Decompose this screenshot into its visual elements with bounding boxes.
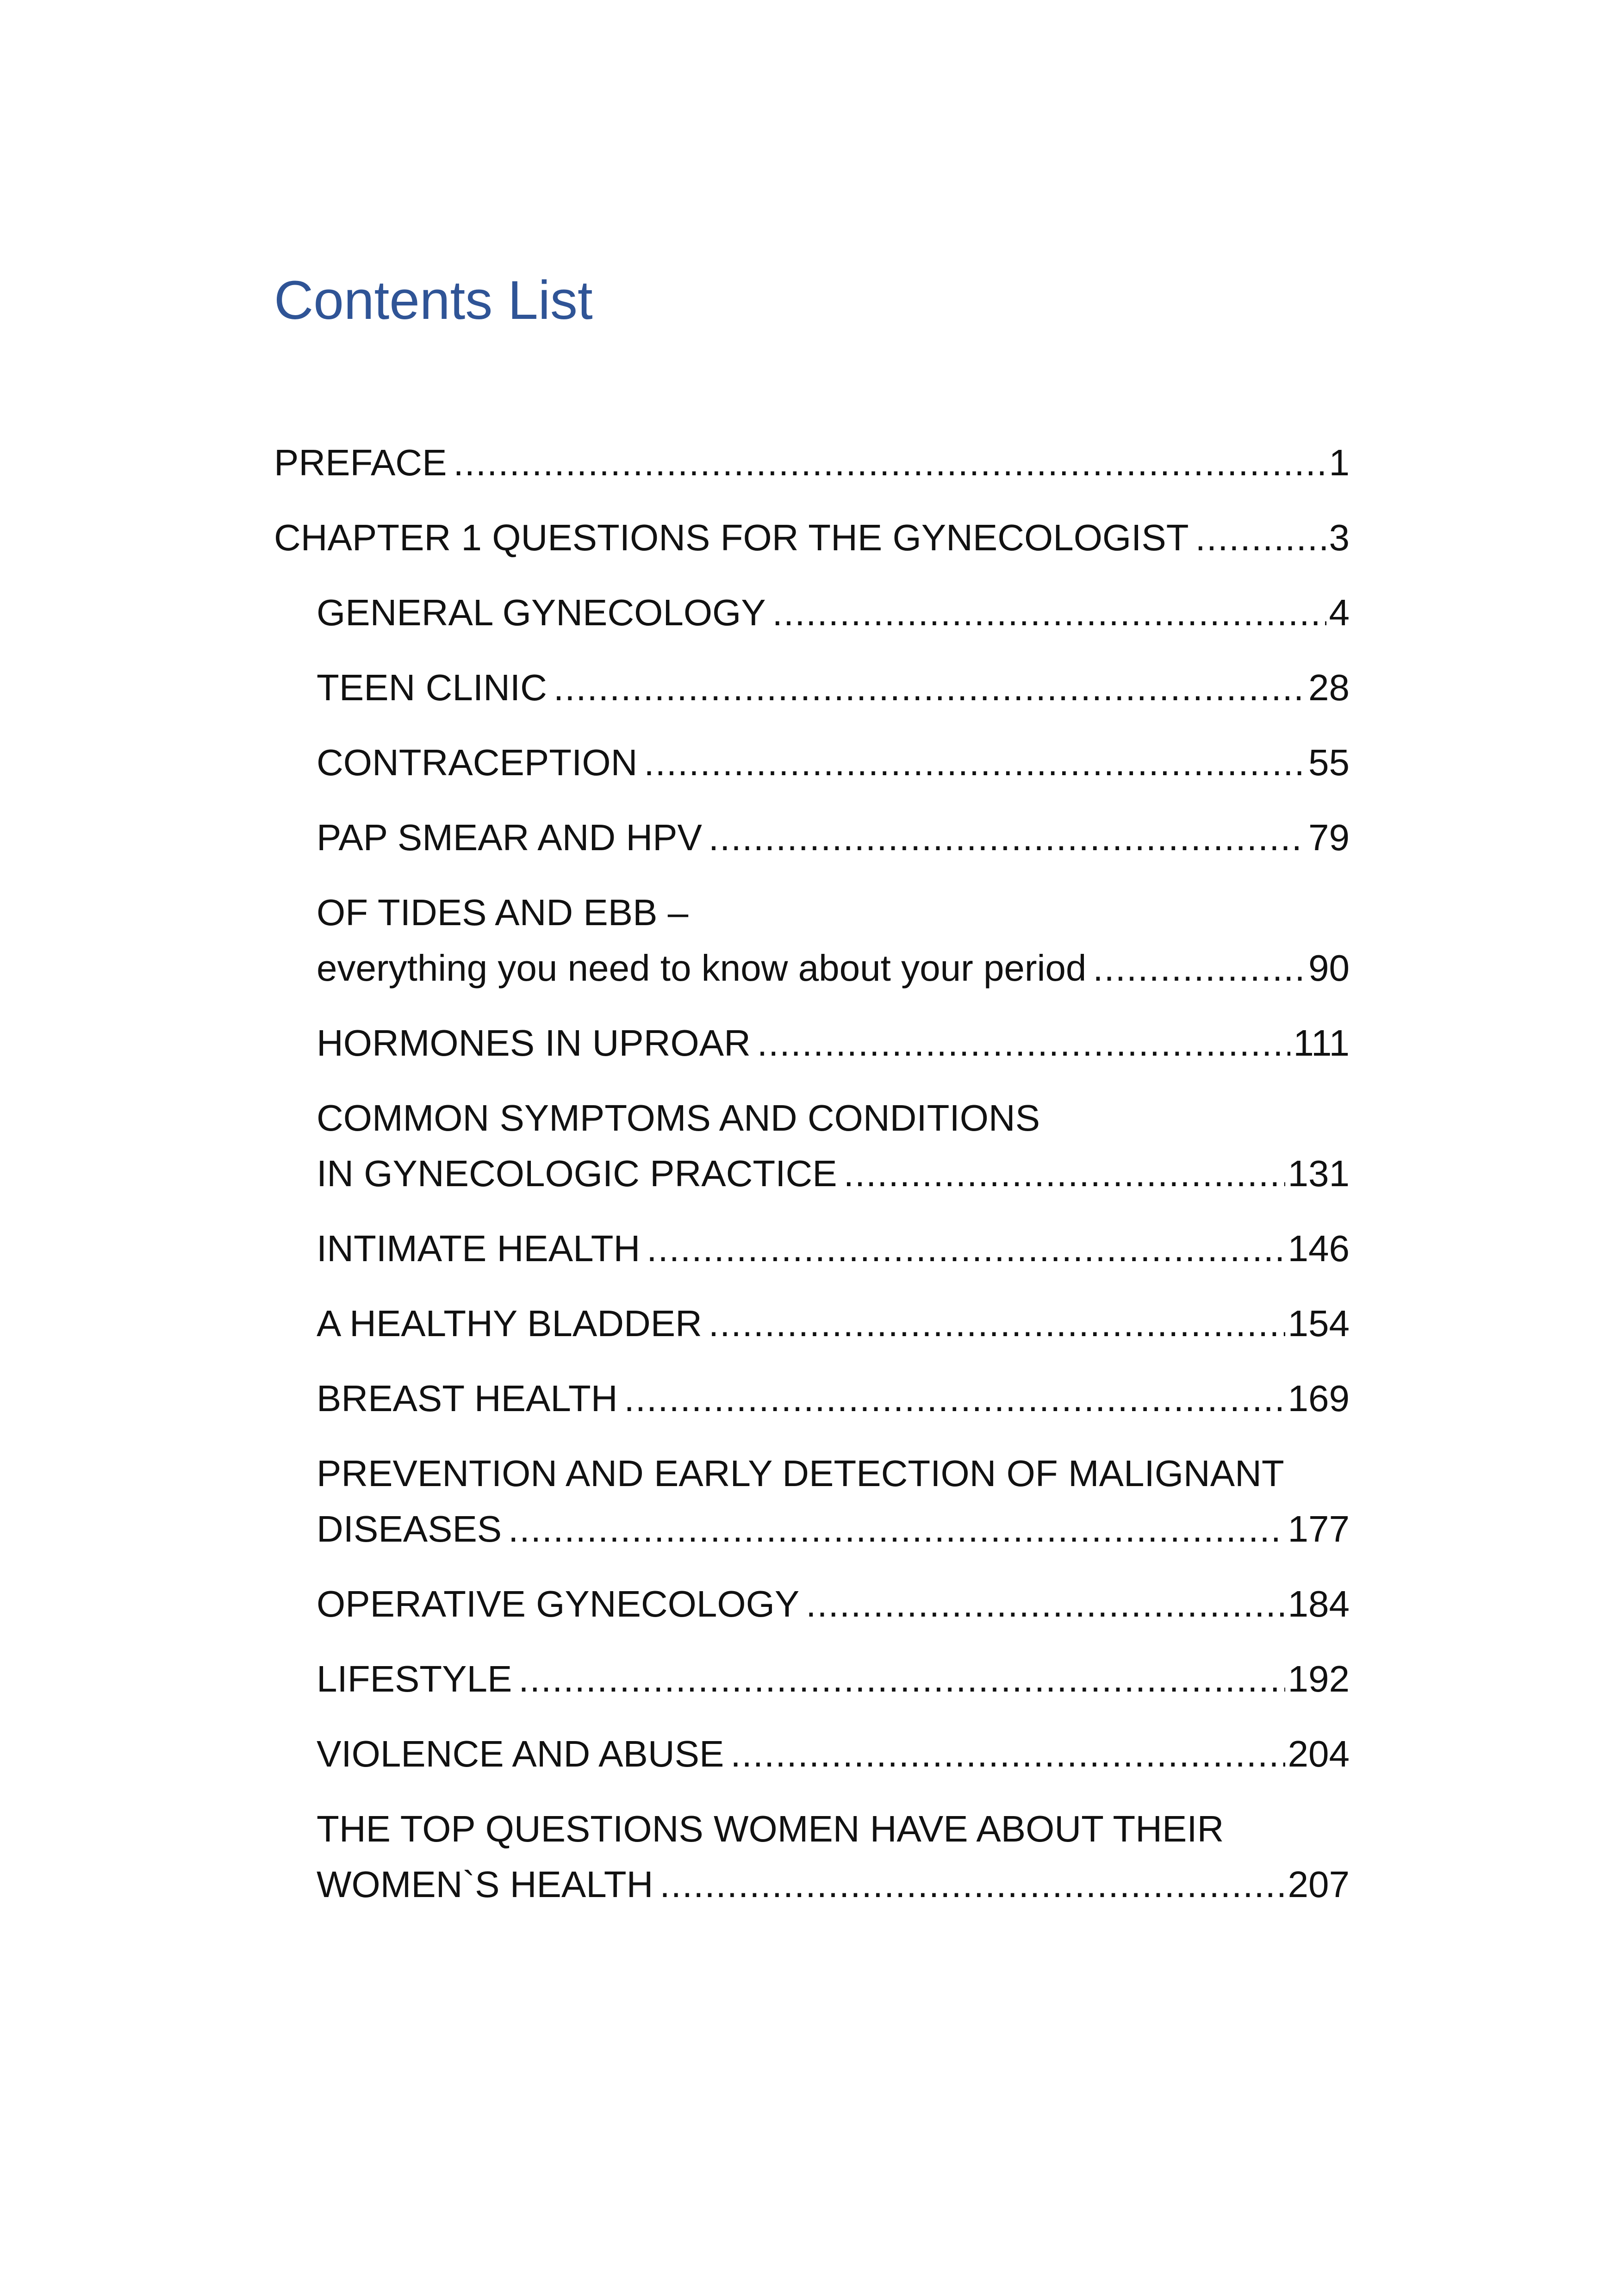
- toc-entry-label: INTIMATE HEALTH: [317, 1228, 641, 1269]
- dot-leader: [709, 1296, 1285, 1351]
- toc-entry[interactable]: [317, 1015, 1350, 1071]
- toc-entry-line: [317, 1296, 1350, 1351]
- toc-entry-line: [317, 940, 1350, 996]
- toc-entry-label: IN GYNECOLOGIC PRACTICE: [317, 1153, 837, 1194]
- toc-entry-heading-line: THE TOP QUESTIONS WOMEN HAVE ABOUT THEIR: [317, 1808, 1224, 1849]
- table-of-contents: [274, 435, 1350, 1932]
- toc-entry-line: [317, 1221, 1350, 1276]
- toc-entry-page-number: 204: [1288, 1733, 1350, 1774]
- toc-entry-page-number: 90: [1308, 947, 1350, 989]
- dot-leader: [660, 1857, 1285, 1912]
- toc-entry[interactable]: [317, 1651, 1350, 1707]
- toc-entry-line: [317, 735, 1350, 790]
- dot-leader: [730, 1726, 1285, 1782]
- toc-entry[interactable]: [317, 810, 1350, 865]
- toc-entry-line: [317, 585, 1350, 641]
- toc-entry-page-number: 55: [1308, 742, 1350, 783]
- toc-entry-label: A HEALTHY BLADDER: [317, 1303, 702, 1344]
- toc-entry[interactable]: [317, 885, 1350, 996]
- toc-entry-line: [317, 1576, 1350, 1632]
- toc-entry-label: BREAST HEALTH: [317, 1378, 618, 1419]
- toc-entry-page-number: 192: [1288, 1658, 1350, 1699]
- dot-leader: [554, 660, 1306, 716]
- toc-entry-page-number: 111: [1293, 1022, 1350, 1064]
- toc-entry[interactable]: [274, 435, 1350, 491]
- toc-entry-heading-line: COMMON SYMPTOMS AND CONDITIONS: [317, 1097, 1040, 1139]
- toc-entry-line: [317, 1651, 1350, 1707]
- toc-entry-label: OPERATIVE GYNECOLOGY: [317, 1583, 800, 1624]
- toc-entry-line: [317, 810, 1350, 865]
- toc-entry-page-number: 28: [1308, 667, 1350, 708]
- toc-entry[interactable]: [317, 1090, 1350, 1201]
- toc-entry-page-number: 207: [1288, 1864, 1350, 1905]
- toc-entry[interactable]: [317, 735, 1350, 790]
- toc-entry-page-number: 169: [1288, 1378, 1350, 1419]
- toc-entry[interactable]: [317, 1446, 1350, 1557]
- toc-entry-label: CONTRACEPTION: [317, 742, 638, 783]
- toc-entry-label: PREFACE: [274, 442, 447, 483]
- toc-entry-page-number: 131: [1288, 1153, 1350, 1194]
- toc-entry-line: [317, 660, 1350, 716]
- toc-entry-line: [317, 1371, 1350, 1426]
- page-title: Contents List: [274, 270, 593, 331]
- toc-entry[interactable]: [317, 1801, 1350, 1912]
- toc-entry-page-number: 4: [1329, 592, 1350, 633]
- dot-leader: [757, 1015, 1291, 1071]
- toc-entry-page-number: 3: [1329, 517, 1350, 558]
- dot-leader: [624, 1371, 1285, 1426]
- toc-entry-page-number: 184: [1288, 1583, 1350, 1624]
- toc-entry-page-number: 1: [1329, 442, 1350, 483]
- toc-entry-label: TEEN CLINIC: [317, 667, 547, 708]
- toc-entry[interactable]: [274, 510, 1350, 566]
- toc-entry-line: [274, 510, 1350, 566]
- toc-entry[interactable]: [317, 660, 1350, 716]
- dot-leader: [518, 1651, 1285, 1707]
- toc-entry-label: everything you need to know about your period: [317, 947, 1087, 989]
- toc-entry-label: WOMEN`S HEALTH: [317, 1864, 653, 1905]
- toc-entry-label: GENERAL GYNECOLOGY: [317, 592, 766, 633]
- toc-entry-line: [317, 1726, 1350, 1782]
- toc-entry-heading-line: OF TIDES AND EBB –: [317, 892, 689, 933]
- toc-entry-line: [317, 1857, 1350, 1912]
- toc-entry[interactable]: [317, 1296, 1350, 1351]
- dot-leader: [772, 585, 1326, 641]
- toc-entry-label: LIFESTYLE: [317, 1658, 512, 1699]
- dot-leader: [508, 1501, 1285, 1557]
- toc-entry[interactable]: [317, 1576, 1350, 1632]
- toc-entry-label: DISEASES: [317, 1508, 502, 1549]
- toc-entry-page-number: 177: [1288, 1508, 1350, 1549]
- toc-entry-line: [274, 435, 1350, 491]
- toc-entry-page-number: 154: [1288, 1303, 1350, 1344]
- toc-entry[interactable]: [317, 1371, 1350, 1426]
- toc-entry-heading-line: PREVENTION AND EARLY DETECTION OF MALIGNANT: [317, 1453, 1284, 1494]
- toc-entry[interactable]: [317, 1726, 1350, 1782]
- toc-entry-label: VIOLENCE AND ABUSE: [317, 1733, 724, 1774]
- toc-entry-line: [317, 1146, 1350, 1201]
- dot-leader: [644, 735, 1306, 790]
- dot-leader: [806, 1576, 1285, 1632]
- dot-leader: [647, 1221, 1285, 1276]
- toc-entry[interactable]: [317, 585, 1350, 641]
- dot-leader: [1195, 510, 1326, 566]
- dot-leader: [709, 810, 1306, 865]
- toc-entry-label: HORMONES IN UPROAR: [317, 1022, 751, 1064]
- dot-leader: [1093, 940, 1306, 996]
- toc-entry[interactable]: [317, 1221, 1350, 1276]
- dot-leader: [844, 1146, 1285, 1201]
- toc-entry-page-number: 79: [1308, 817, 1350, 858]
- toc-entry-line: [317, 1015, 1350, 1071]
- toc-entry-line: [317, 1501, 1350, 1557]
- toc-entry-page-number: 146: [1288, 1228, 1350, 1269]
- toc-entry-label: CHAPTER 1 QUESTIONS FOR THE GYNECOLOGIST: [274, 517, 1189, 558]
- toc-entry-label: PAP SMEAR AND HPV: [317, 817, 702, 858]
- dot-leader: [453, 435, 1326, 491]
